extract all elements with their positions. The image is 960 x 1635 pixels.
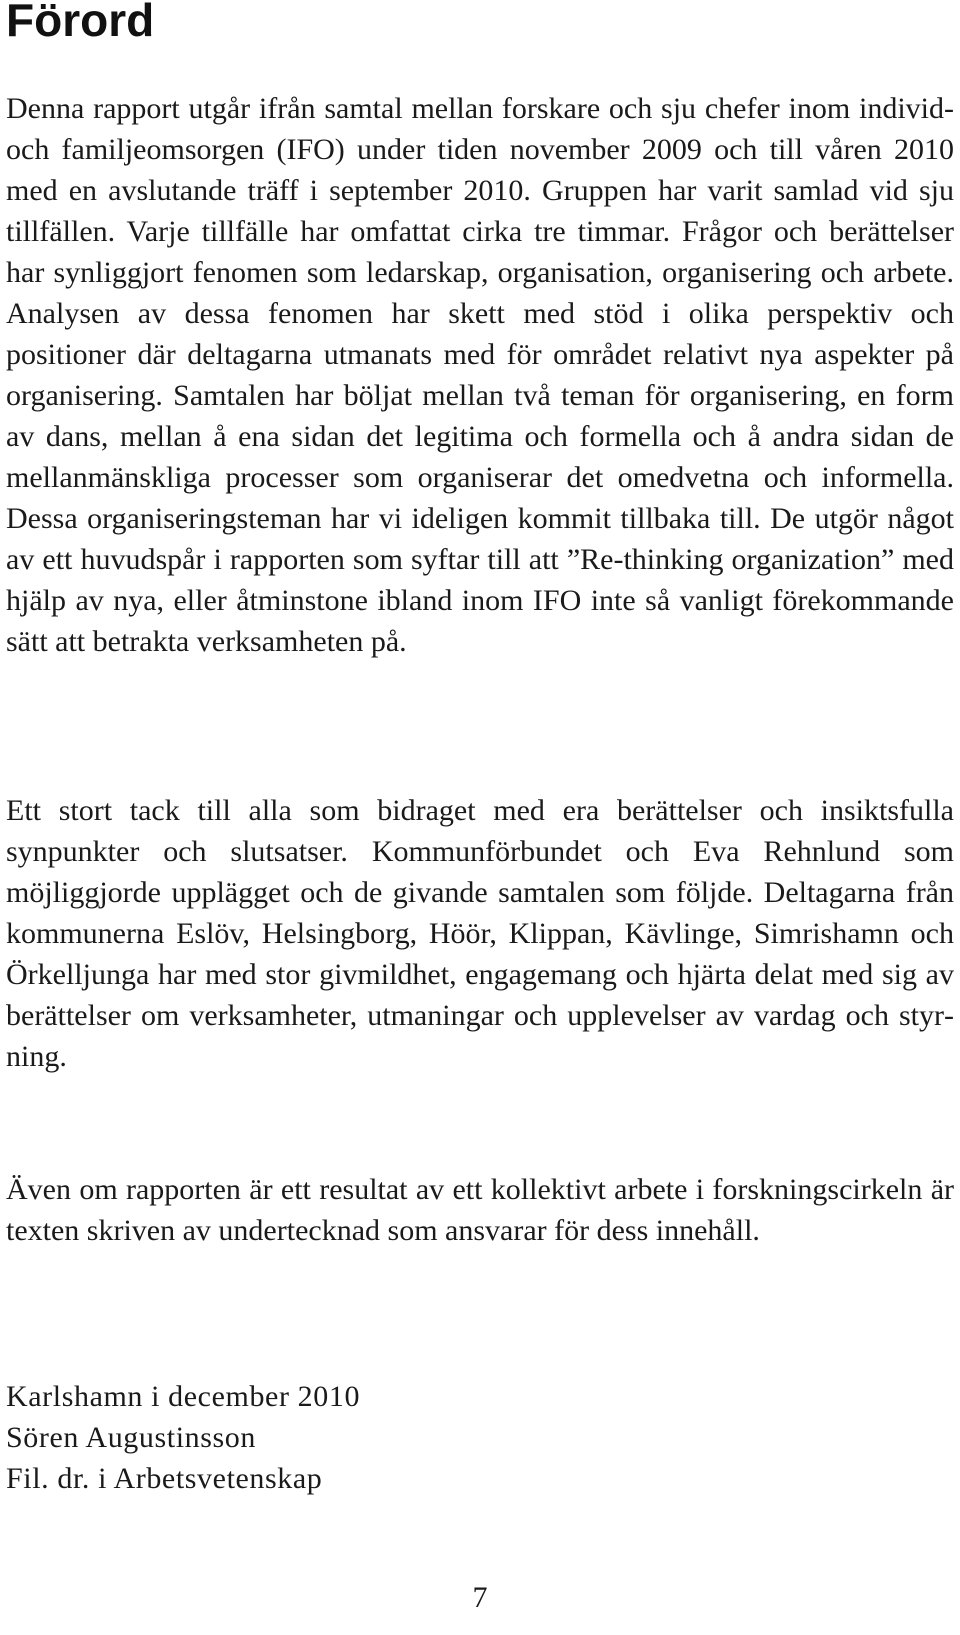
signature-author: Sören Augustinsson [6,1421,256,1454]
signature-credential: Fil. dr. i Arbetsvetenskap [6,1462,323,1495]
body-paragraph-2: Ett stort tack till alla som bidraget med era berättelser och insiktsfulla synpunkter och slutsatser. Kommunförbundet och Eva Rehnlund som möjliggjorde upplägget och de givande samtalen som följde. Deltagarna från kommunerna Eslöv, Helsingborg, Höör, Klippan, Kävlinge, Simrishamn och Örkelljunga har med stor givmildhet, engagemang och hjärta delat med sig av berättelser om verksamheter, utmaningar och upplevelser av vardag och styrning. [6,794,954,1073]
body-paragraph-1: Denna rapport utgår ifrån samtal mellan forskare och sju chefer inom individ- och familjeomsorgen (IFO) under tiden november 2009 och till våren 2010 med en avslutande träff i september 2010. Gruppen har varit samlad vid sju tillfällen. Varje tillfälle har omfattat cirka tre timmar. Frågor och berättelser har synliggjort fenomen som ledarskap, organisation, organisering och arbete. Analysen av dessa fenomen har skett med stöd i olika perspektiv och positioner där deltagarna utmanats med för området relativt nya aspekter på organisering. Samtalen har böljat mellan två teman för organisering, en form av dans, mellan å ena sidan det legitima och formella och å andra sidan de mellanmänskliga processer som organiserar det omedvetna och informella. Dessa organiseringsteman har vi ideligen kommit tillbaka till. De utgör något av ett huvudspår i rapporten som syftar till att ”Re-thinking organization” med hjälp av nya, eller åtminstone ibland inom IFO inte så vanligt förekommande sätt att betrakta verksamheten på. [6,92,954,658]
page-number: 7 [472,1581,488,1614]
signature-place-date: Karlshamn i december 2010 [6,1380,361,1413]
signature-block [6,1376,606,1499]
body-paragraph-3: Även om rapporten är ett resultat av ett kollektivt arbete i forskningscirkeln är texten skriven av undertecknad som ansvarar för dess innehåll. [6,1173,954,1247]
page-title: Förord [6,0,155,46]
